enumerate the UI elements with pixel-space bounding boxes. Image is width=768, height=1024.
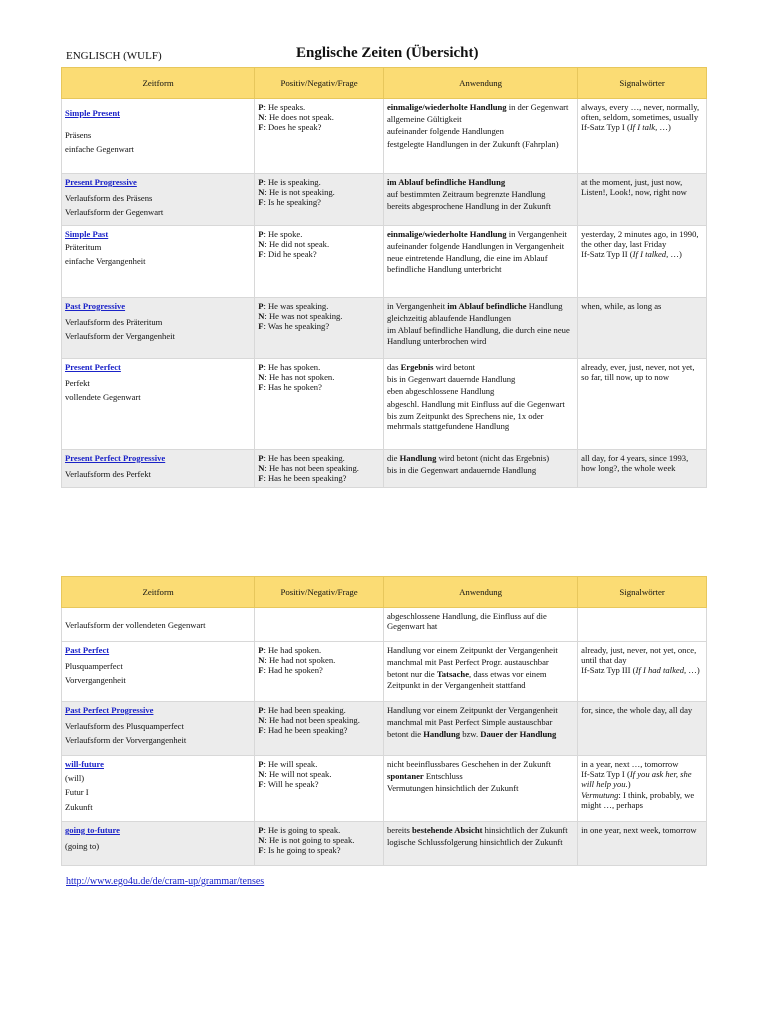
signal-cell: already, ever, just, never, not yet, so far, till now, up to now bbox=[578, 359, 707, 450]
table-row bbox=[62, 822, 707, 866]
table-row bbox=[62, 702, 707, 756]
usage-cell: in Vergangenheit im Ablauf befindliche Handlung gleichzeitig ablaufende Handlungen im Ablauf befindliche Handlung, die durch eine neue Handlung unterbrochen wird bbox=[383, 298, 577, 359]
tense-cell: Present Perfect Progressive Verlaufsform des Perfekt bbox=[62, 450, 255, 488]
forms-cell: P: He had been speaking. N: He had not been speaking. F: Had he been speaking? bbox=[255, 702, 384, 756]
table-row bbox=[62, 450, 707, 488]
table-header-row bbox=[62, 577, 707, 608]
forms-cell: P: He has been speaking. N: He has not been speaking. F: Has he been speaking? bbox=[255, 450, 384, 488]
table-row bbox=[62, 756, 707, 822]
tense-cell: Present Progressive Verlaufsform des Präsens Verlaufsform der Gegenwart bbox=[62, 174, 255, 226]
tense-cell: Past Perfect Plusquamperfect Vorvergangenheit bbox=[62, 642, 255, 702]
table-header-row bbox=[62, 68, 707, 99]
signal-cell: when, while, as long as bbox=[578, 298, 707, 359]
signal-cell: already, just, never, not yet, once, until that day If-Satz Typ III (If I had talked, …) bbox=[578, 642, 707, 702]
table-row bbox=[62, 359, 707, 450]
col-header-positiv: Positiv/Negativ/Frage bbox=[255, 68, 384, 99]
usage-cell: Handlung vor einem Zeitpunkt der Vergangenheit manchmal mit Past Perfect Simple austauschbar betont die Handlung bzw. Dauer der Handlung bbox=[383, 702, 577, 756]
signal-cell: always, every …, never, normally, often, seldom, sometimes, usually If-Satz Typ I (If I talk, …) bbox=[578, 99, 707, 174]
tense-link-present-progressive[interactable]: Present Progressive bbox=[65, 177, 137, 187]
tense-cell: Verlaufsform der vollendeten Gegenwart bbox=[62, 608, 255, 642]
tenses-table-2 bbox=[61, 576, 707, 866]
signal-cell: in a year, next …, tomorrow If-Satz Typ I (If you ask her, she will help you.) Vermutung: I think, probably, we might …, perhaps bbox=[578, 756, 707, 822]
usage-cell: das Ergebnis wird betont bis in Gegenwart dauernde Handlung eben abgeschlossene Handlung abgeschl. Handlung mit Einfluss auf die Gegenwart bis zum Zeitpunkt des Sprechens nie, 1x oder mehrmals stattgefundene Handlung bbox=[383, 359, 577, 450]
forms-cell: P: He will speak. N: He will not speak. F: Will he speak? bbox=[255, 756, 384, 822]
col-header-signalwoerter: Signalwörter bbox=[578, 577, 707, 608]
forms-cell: P: He has spoken. N: He has not spoken. F: Has he spoken? bbox=[255, 359, 384, 450]
table-row bbox=[62, 642, 707, 702]
page-title: Englische Zeiten (Übersicht) bbox=[296, 45, 479, 61]
header-subject: ENGLISCH (WULF) bbox=[66, 50, 162, 62]
forms-cell: P: He speaks. N: He does not speak. F: Does he speak? bbox=[255, 99, 384, 174]
tense-link-present-perfect-progressive[interactable]: Present Perfect Progressive bbox=[65, 453, 166, 463]
table-row bbox=[62, 174, 707, 226]
usage-cell: Handlung vor einem Zeitpunkt der Vergangenheit manchmal mit Past Perfect Progr. austauschbar betont nur die Tatsache, dass etwas vor einem Zeitpunkt in der Vergangenheit stattfand bbox=[383, 642, 577, 702]
tense-cell bbox=[62, 99, 255, 174]
tense-cell: Past Progressive Verlaufsform des Präteritum Verlaufsform der Vergangenheit bbox=[62, 298, 255, 359]
usage-cell: nicht beeinflussbares Geschehen in der Zukunft spontaner Entschluss Vermutungen hinsichtlich der Zukunft bbox=[383, 756, 577, 822]
tense-link-simple-past[interactable]: Simple Past bbox=[65, 229, 109, 239]
usage-cell: einmalige/wiederholte Handlung in der Gegenwart allgemeine Gültigkeit aufeinander folgende Handlungen festgelegte Handlungen in der Zukunft (Fahrplan) bbox=[383, 99, 577, 174]
tense-link-past-perfect[interactable]: Past Perfect bbox=[65, 645, 110, 655]
signal-cell: in one year, next week, tomorrow bbox=[578, 822, 707, 866]
tense-link-simple-present[interactable]: Simple Present bbox=[65, 108, 120, 118]
tense-cell: Past Perfect Progressive Verlaufsform des Plusquamperfect Verlaufsform der Vorvergangenheit bbox=[62, 702, 255, 756]
forms-cell: P: He is going to speak. N: He is not going to speak. F: Is he going to speak? bbox=[255, 822, 384, 866]
usage-cell: im Ablauf befindliche Handlung auf bestimmten Zeitraum begrenzte Handlung bereits abgesprochene Handlung in der Zukunft bbox=[383, 174, 577, 226]
signal-cell: for, since, the whole day, all day bbox=[578, 702, 707, 756]
forms-cell bbox=[255, 608, 384, 642]
tense-link-past-perfect-progressive[interactable]: Past Perfect Progressive bbox=[65, 705, 154, 715]
forms-cell: P: He spoke. N: He did not speak. F: Did he speak? bbox=[255, 226, 384, 298]
tense-cell: going to-future (going to) bbox=[62, 822, 255, 866]
tense-link-will-future[interactable]: will-future bbox=[65, 759, 104, 769]
tense-link-present-perfect[interactable]: Present Perfect bbox=[65, 362, 121, 372]
col-header-zeitform: Zeitform bbox=[62, 577, 255, 608]
table-row bbox=[62, 226, 707, 298]
tense-alias: einfache Gegenwart bbox=[65, 144, 134, 155]
signal-cell: at the moment, just, just now, Listen!, Look!, now, right now bbox=[578, 174, 707, 226]
signal-cell: all day, for 4 years, since 1993, how long?, the whole week bbox=[578, 450, 707, 488]
tense-cell: Present Perfect Perfekt vollendete Gegenwart bbox=[62, 359, 255, 450]
signal-cell: yesterday, 2 minutes ago, in 1990, the other day, last Friday If-Satz Typ II (If I talked, …) bbox=[578, 226, 707, 298]
table-row bbox=[62, 99, 707, 174]
source-link[interactable]: http://www.ego4u.de/de/cram-up/grammar/tenses bbox=[66, 876, 265, 887]
forms-cell: P: He was speaking. N: He was not speaking. F: Was he speaking? bbox=[255, 298, 384, 359]
col-header-zeitform: Zeitform bbox=[62, 68, 255, 99]
forms-cell: P: He had spoken. N: He had not spoken. F: Had he spoken? bbox=[255, 642, 384, 702]
forms-cell: P: He is speaking. N: He is not speaking. F: Is he speaking? bbox=[255, 174, 384, 226]
usage-cell: abgeschlossene Handlung, die Einfluss auf die Gegenwart hat bbox=[383, 608, 577, 642]
tense-link-going-to-future[interactable]: going to-future bbox=[65, 825, 120, 835]
usage-cell: bereits bestehende Absicht hinsichtlich der Zukunft logische Schlussfolgerung hinsichtlich der Zukunft bbox=[383, 822, 577, 866]
tense-cell: will-future (will) Futur I Zukunft bbox=[62, 756, 255, 822]
col-header-anwendung: Anwendung bbox=[383, 577, 577, 608]
usage-cell: einmalige/wiederholte Handlung in Vergangenheit aufeinander folgende Handlungen in Vergangenheit neue eintretende Handlung, die eine im Ablauf befindliche Handlung unterbricht bbox=[383, 226, 577, 298]
table-row bbox=[62, 608, 707, 642]
tense-alias: Präsens bbox=[65, 130, 92, 141]
col-header-anwendung: Anwendung bbox=[383, 68, 577, 99]
tenses-table-1 bbox=[61, 67, 707, 488]
table-row bbox=[62, 298, 707, 359]
signal-cell bbox=[578, 608, 707, 642]
tense-cell: Simple Past Präteritum einfache Vergangenheit bbox=[62, 226, 255, 298]
col-header-signalwoerter: Signalwörter bbox=[578, 68, 707, 99]
tense-link-past-progressive[interactable]: Past Progressive bbox=[65, 301, 126, 311]
col-header-positiv: Positiv/Negativ/Frage bbox=[255, 577, 384, 608]
usage-cell: die Handlung wird betont (nicht das Ergebnis) bis in die Gegenwart andauernde Handlung bbox=[383, 450, 577, 488]
